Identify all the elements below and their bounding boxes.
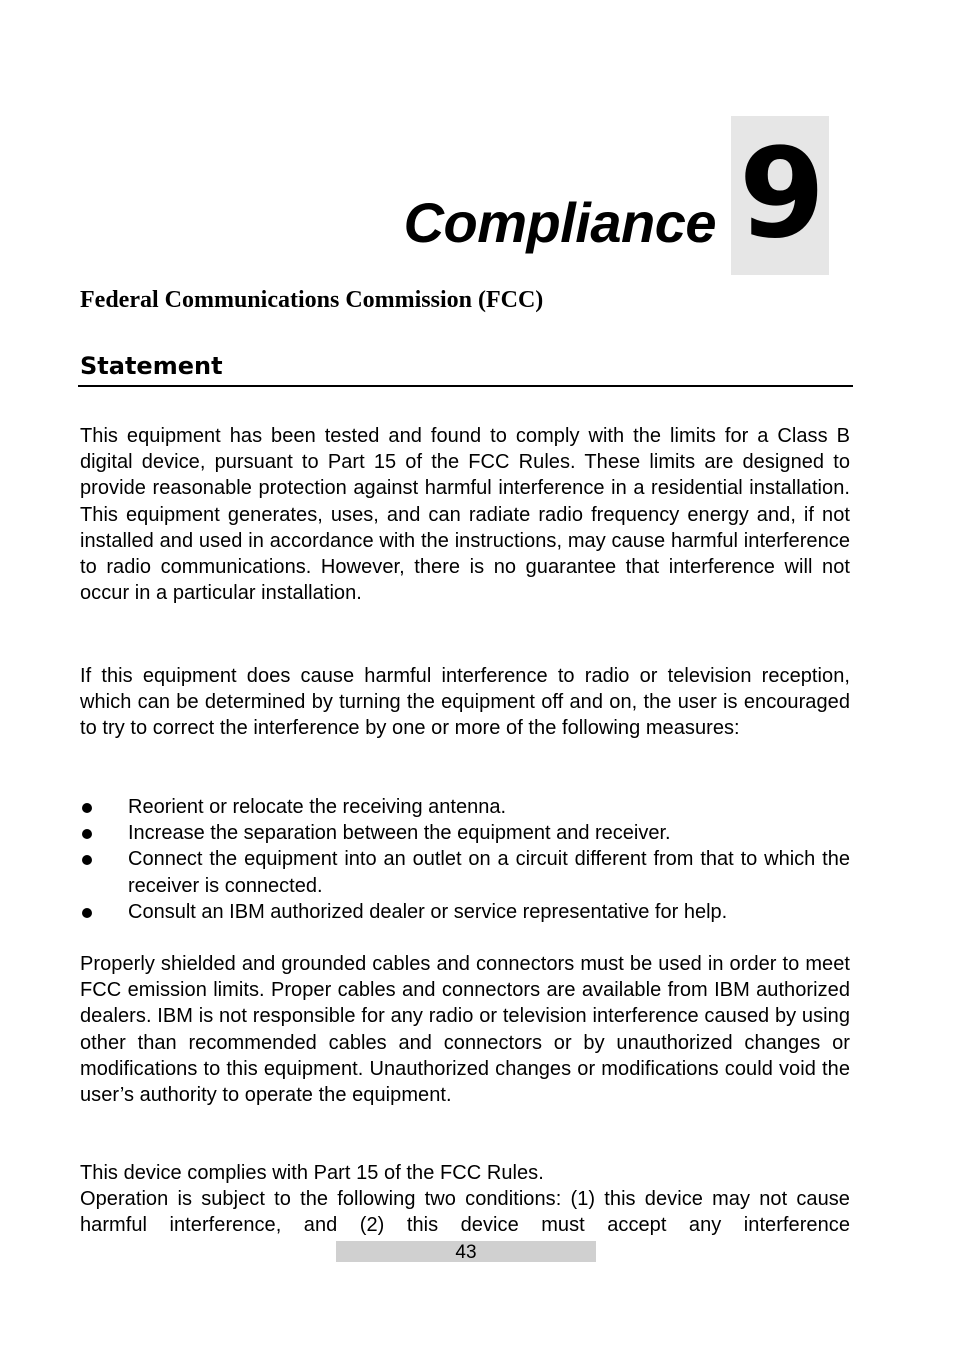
paragraph-part15: This device complies with Part 15 of the FCC Rules. <box>80 1162 544 1184</box>
list-item <box>80 820 850 846</box>
paragraph-interference-measures: If this equipment does cause harmful interference to radio or television reception, which can be determined by turning the equipment off and on, the user is encouraged to try to correct the interference by one or more of the following measures: <box>80 665 850 740</box>
subsection-title: Statement <box>80 352 223 380</box>
paragraph-fcc-limits: This equipment has been tested and found to comply with the limits for a Class B digital device, pursuant to Part 15 of the FCC Rules. These limits are designed to provide reasonable protection against harmful interference in a residential installation. This equipment generates, uses, and can radiate radio frequency energy and, if not installed and used in accordance with the instructions, may cause harmful interference to radio communications. However, there is no guarantee that interference will not occur in a particular installation. <box>80 425 850 605</box>
list-item <box>80 794 850 820</box>
list-item-text: Connect the equipment into an outlet on a circuit different from that to which the receiver is connected. <box>128 848 850 897</box>
bullet-icon <box>82 803 92 813</box>
paragraph-conditions: Operation is subject to the following two conditions: (1) this device may not cause harmful interference, and (2) this device must accept any interference <box>80 1188 850 1237</box>
bullet-icon <box>82 829 92 839</box>
bullet-icon <box>82 908 92 918</box>
page-number: 43 <box>336 1241 596 1262</box>
list-item-text: Increase the separation between the equipment and receiver. <box>128 822 671 845</box>
measures-list <box>80 794 850 925</box>
chapter-number: 9 <box>738 122 822 266</box>
list-item-text: Consult an IBM authorized dealer or service representative for help. <box>128 900 728 923</box>
list-item <box>80 846 850 898</box>
list-item-text: Reorient or relocate the receiving antenna. <box>128 796 507 818</box>
chapter-title: Compliance <box>403 191 716 254</box>
list-item <box>80 899 850 925</box>
chapter-number-box <box>731 116 829 275</box>
section-divider <box>78 385 853 387</box>
bullet-icon <box>82 855 92 865</box>
section-title: Federal Communications Commission (FCC) <box>80 287 544 313</box>
paragraph-cables: Properly shielded and grounded cables and connectors must be used in order to meet FCC emission limits. Proper cables and connectors are available from IBM authorized dealers. IBM is not responsible for any radio or television interference caused by using other than recommended cables and connectors or by unauthorized changes or modifications to this equipment. Unauthorized changes or modifications could void the user’s authority to operate the equipment. <box>80 953 850 1107</box>
